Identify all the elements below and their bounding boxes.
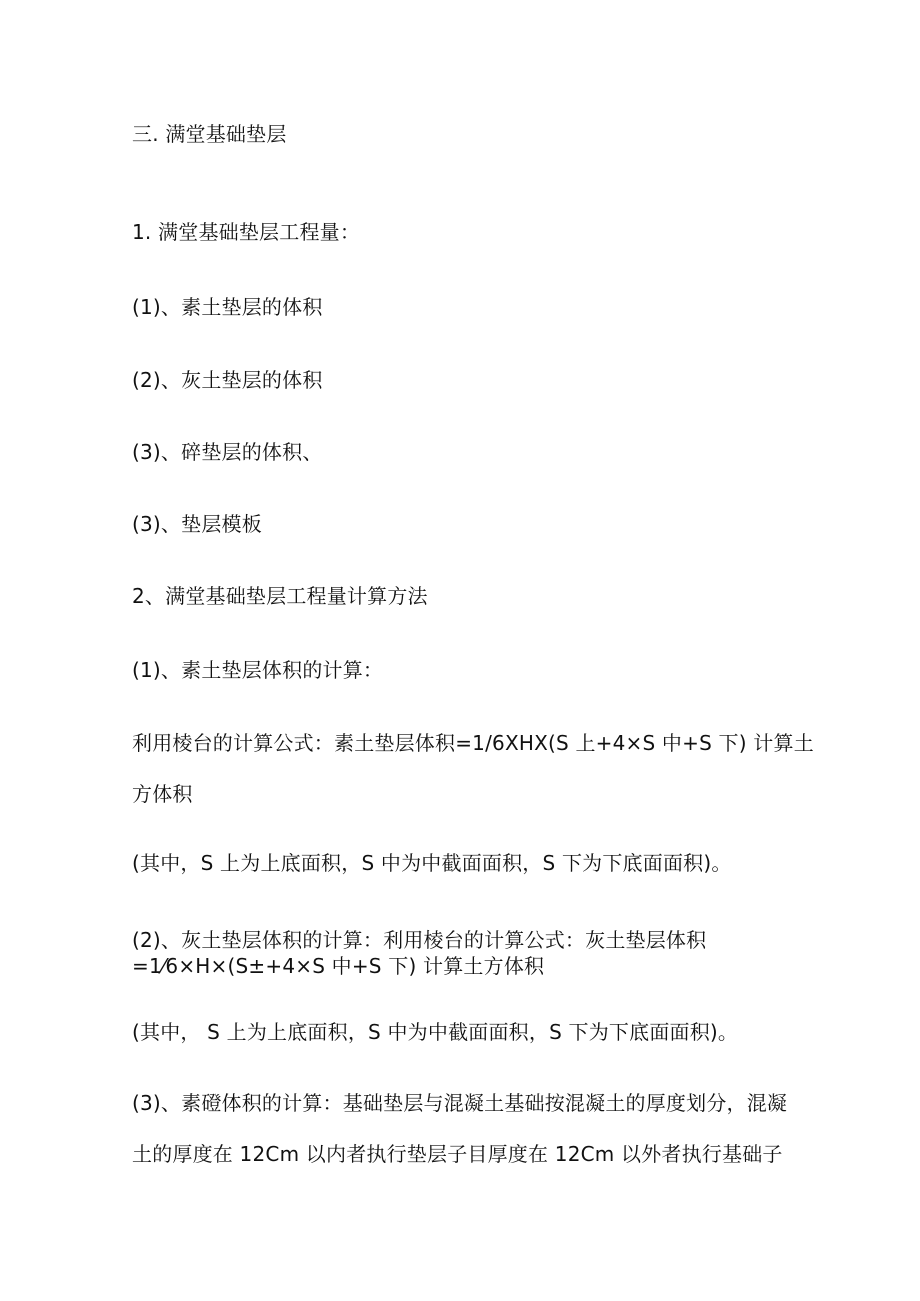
text-line: (其中，S 上为上底面积，S 中为中截面面积，S 下为下底面面积)。 — [132, 851, 732, 875]
text-line: 方体积 — [132, 782, 193, 806]
text-line: (2)、灰土垫层体积的计算：利用棱台的计算公式：灰土垫层体积 — [132, 928, 707, 952]
text-line: (1)、素土垫层体积的计算： — [132, 658, 384, 682]
text-line: (2)、灰土垫层的体积 — [132, 368, 323, 392]
text-line: (3)、垫层模板 — [132, 512, 262, 536]
text-line: (3)、素磴体积的计算：基础垫层与混凝土基础按混凝土的厚度划分，混凝 — [132, 1091, 788, 1115]
text-line: (1)、素土垫层的体积 — [132, 295, 323, 319]
text-line: 2、满堂基础垫层工程量计算方法 — [132, 584, 428, 608]
text-line: 土的厚度在 12Cm 以内者执行垫层子目厚度在 12Cm 以外者执行基础子 — [132, 1142, 783, 1166]
section-heading: 三. 满堂基础垫层 — [132, 122, 287, 146]
text-line: 利用棱台的计算公式：素土垫层体积=1/6XHX(S 上+4×S 中+S 下) 计算土 — [132, 731, 814, 755]
text-line: (其中， S 上为上底面积，S 中为中截面面积，S 下为下底面面积)。 — [132, 1020, 739, 1044]
text-line: 1. 满堂基础垫层工程量： — [132, 220, 361, 244]
text-line: =1⁄6×H×(S±+4×S 中+S 下) 计算土方体积 — [132, 954, 545, 978]
text-line: (3)、碎垫层的体积、 — [132, 440, 323, 464]
